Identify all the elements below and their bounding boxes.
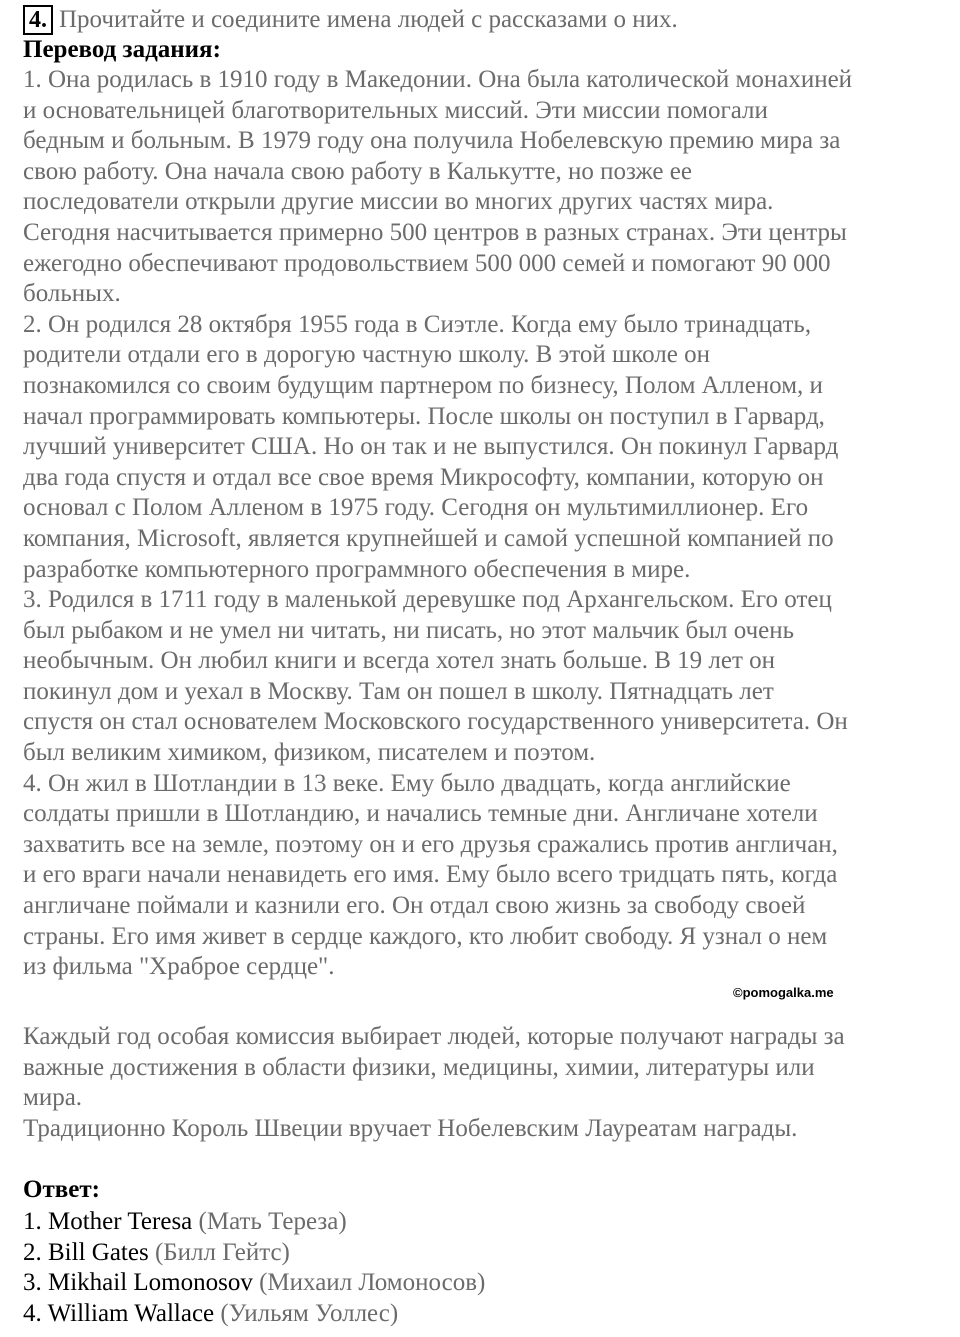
story-2 [23,310,923,585]
task-line [23,4,923,35]
answer-heading: Ответ: [23,1176,100,1203]
text-line: захватить все на земле, поэтому он и его друзья сражались против англичан, [23,830,838,858]
text-line: 1. Она родилась в 1910 году в Македонии. Она была католической монахиней [23,66,853,93]
answer-number: 4. [23,1299,42,1327]
answer-item [23,1268,923,1299]
text-line: бедным и больным. В 1979 году она получила Нобелевскую премию мира за [23,127,841,155]
text-line: был рыбаком и не умел ни читать, ни писать, но этот мальчик был очень [23,616,795,644]
text-line: Традиционно Король Швеции вручает Нобелевским Лауреатам награды. [23,1114,798,1142]
document-body [23,4,923,983]
answer-name-ru: (Михаил Ломоносов) [259,1269,486,1297]
text-line: разработке компьютерного программного обеспечения в мире. [23,555,691,583]
text-line: необычным. Он любил книги и всегда хотел знать больше. В 19 лет он [23,647,776,675]
answer-section [23,1175,923,1329]
task-instruction: Прочитайте и соедините имена людей с рассказами о них. [59,6,678,33]
text-line: последователи открыли другие миссии во многих других частях мира. [23,188,774,216]
answer-item [23,1238,923,1269]
answer-item [23,1207,923,1238]
answer-name-en: Mother Teresa [48,1208,193,1235]
text-line: и его враги начали ненавидеть его имя. Ему было всего тридцать пять, когда [23,861,838,889]
story-4 [23,769,923,983]
answer-number: 3. [23,1269,42,1297]
text-line: Сегодня насчитывается примерно 500 центров в разных странах. Эти центры [23,218,847,246]
text-line: 3. Родился в 1711 году в маленькой деревушке под Архангельском. Его отец [23,586,832,614]
translation-heading: Перевод задания: [23,36,221,63]
text-line: покинул дом и уехал в Москву. Там он пошел в школу. Пятнадцать лет [23,677,774,705]
text-line: познакомился со своим будущим партнером по бизнесу, Полом Алленом, и [23,371,823,399]
text-line: компания, Microsoft, является крупнейшей и самой успешной компанией по [23,524,834,552]
answer-number: 2. [23,1238,42,1266]
text-line: из фильма "Храброе сердце". [23,953,335,981]
text-line: важные достижения в области физики, медицины, химии, литературы или [23,1053,815,1081]
text-line: 4. Он жил в Шотландии в 13 веке. Ему было двадцать, когда английские [23,769,791,797]
task-number-box: 4. [23,5,53,35]
text-line: 2. Он родился 28 октября 1955 года в Сиэтле. Когда ему было тринадцать, [23,310,812,338]
text-line: свою работу. Она начала свою работу в Калькутте, но позже ее [23,157,692,185]
watermark: ©pomogalka.me [733,985,834,1000]
answer-name-en: Bill Gates [48,1238,149,1266]
text-line: был великим химиком, физиком, писателем и поэтом. [23,739,596,767]
text-line: два года спустя и отдал все свое время Микрософту, компании, которую он [23,463,824,491]
answer-name-ru: (Билл Гейтс) [154,1238,290,1266]
story-3 [23,585,923,769]
text-line: мира. [23,1084,83,1112]
answer-item [23,1299,923,1330]
text-line: спустя он стал основателем Московского государственного университета. Он [23,708,848,736]
text-line: страны. Его имя живет в сердце каждого, кто любит свободу. Я узнал о нем [23,922,828,950]
answer-name-en: Mikhail Lomonosov [48,1269,253,1297]
text-line: ежегодно обеспечивают продовольствием 500 000 семей и помогают 90 000 [23,249,831,277]
text-line: больных. [23,280,121,308]
answer-name-ru: (Мать Тереза) [198,1208,347,1235]
text-line: основал с Полом Алленом в 1975 году. Сегодня он мультимиллионер. Его [23,494,809,522]
nobel-paragraph [23,1022,923,1144]
story-1 [23,65,923,310]
text-line: Каждый год особая комиссия выбирает людей, которые получают награды за [23,1023,845,1050]
answer-name-ru: (Уильям Уоллес) [220,1299,399,1327]
answer-number: 1. [23,1208,42,1235]
text-line: солдаты пришли в Шотландию, и начались темные дни. Англичане хотели [23,800,818,828]
text-line: англичане поймали и казнили его. Он отдал свою жизнь за свободу своей [23,892,806,920]
text-line: и основательницей благотворительных миссий. Эти миссии помогали [23,96,768,124]
answer-name-en: William Wallace [47,1299,215,1327]
text-line: лучший университет США. Но он так и не выпустился. Он покинул Гарвард [23,433,839,461]
text-line: начал программировать компьютеры. После школы он поступил в Гарвард, [23,402,825,430]
text-line: родители отдали его в дорогую частную школу. В этой школе он [23,341,710,369]
